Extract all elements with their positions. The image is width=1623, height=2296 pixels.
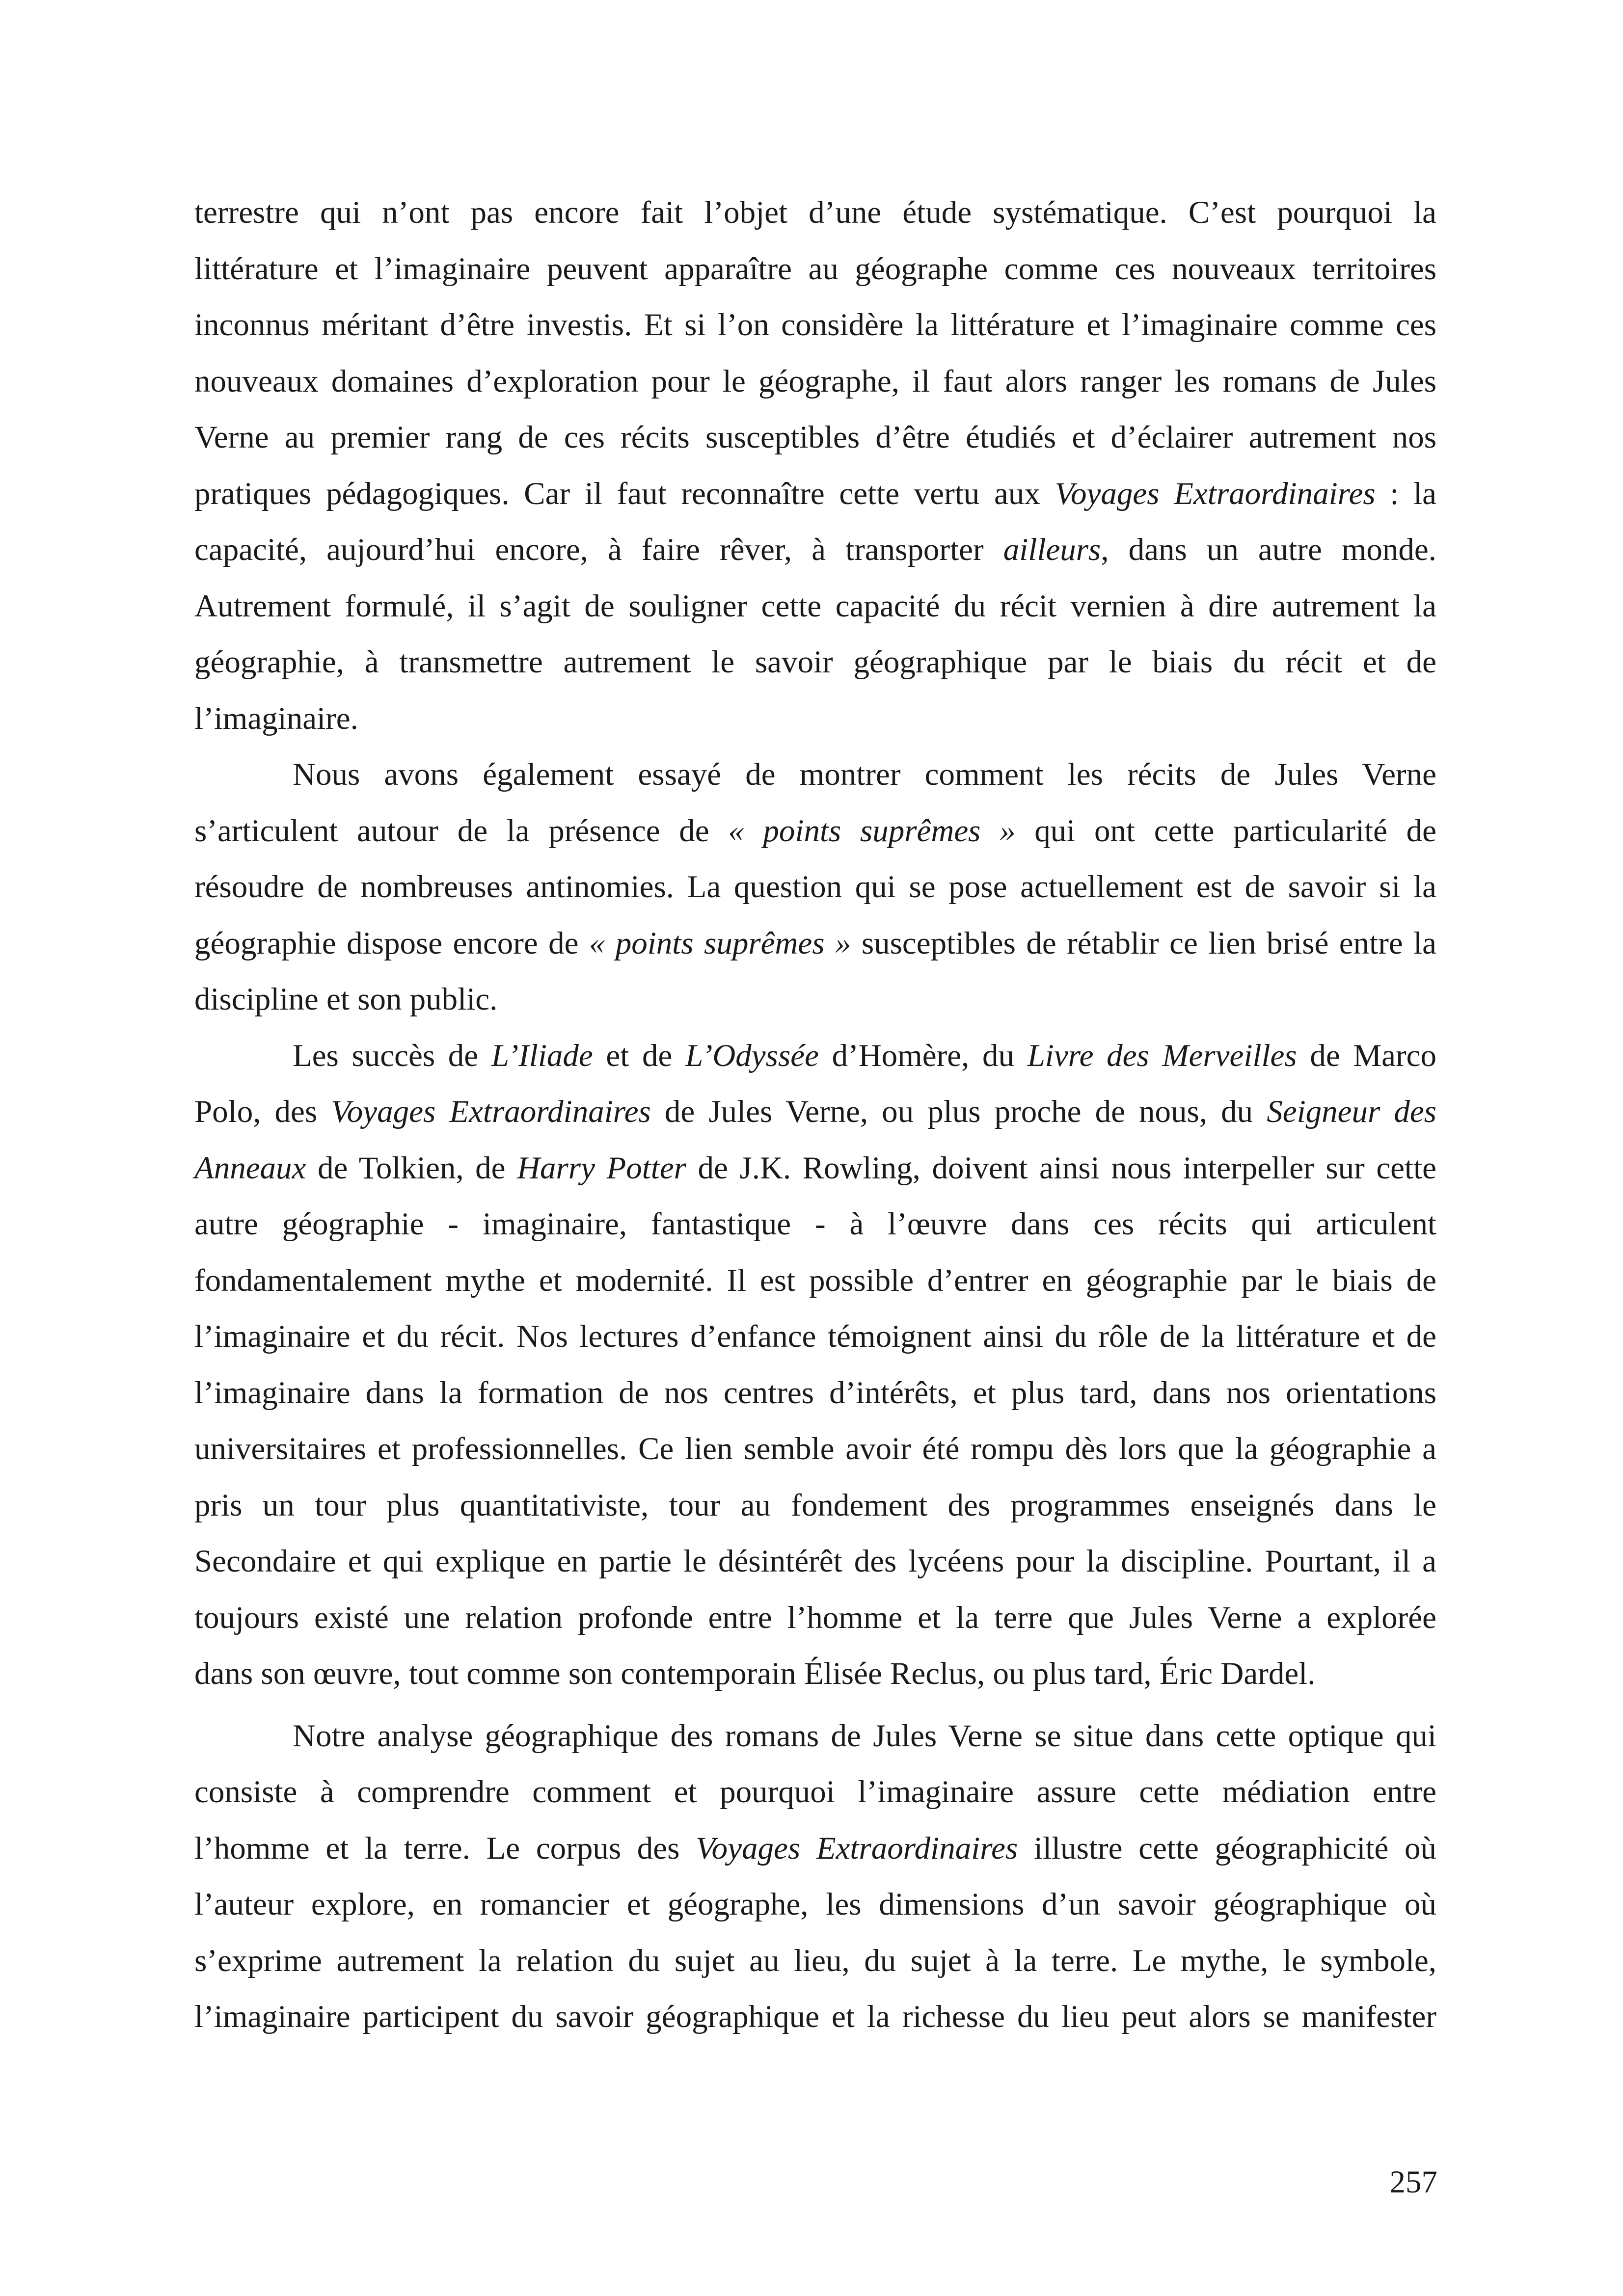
text-segment: discipline et son public.	[194, 982, 498, 1017]
text-segment: de Marco	[1297, 1038, 1436, 1073]
text-segment: qui ont cette particularité de	[1015, 813, 1436, 849]
italic-text: Seigneur des	[1267, 1094, 1437, 1129]
text-line	[194, 915, 1436, 972]
text-line	[194, 578, 1436, 635]
text-segment: Autrement formulé, il s’agit de souligner cette capacité du récit vernien à dire autrement la	[194, 588, 1436, 624]
text-segment: s’articulent autour de la présence de	[194, 813, 729, 849]
italic-text: Anneaux	[194, 1150, 306, 1186]
italic-text: Harry Potter	[517, 1150, 686, 1186]
text-line	[194, 1140, 1436, 1197]
text-segment: Secondaire et qui explique en partie le désintérêt des lycéens pour la discipline. Pourtant, il a	[194, 1544, 1436, 1579]
text-segment: toujours existé une relation profonde entre l’homme et la terre que Jules Verne a explorée	[194, 1600, 1436, 1635]
text-segment: de Jules Verne, ou plus proche de nous, du	[650, 1094, 1267, 1129]
text-line	[194, 971, 1436, 1028]
italic-text: L’Odyssée	[685, 1038, 819, 1073]
text-line	[194, 1365, 1436, 1421]
text-segment: Polo, des	[194, 1094, 331, 1129]
text-segment: Notre analyse géographique des romans de Jules Verne se situe dans cette optique qui	[293, 1718, 1436, 1754]
italic-text: L’Iliade	[491, 1038, 593, 1073]
text-segment: d’Homère, du	[818, 1038, 1028, 1073]
text-segment: l’homme et la terre. Le corpus des	[194, 1830, 696, 1866]
paragraph	[194, 1708, 1436, 2045]
text-segment: fondamentalement mythe et modernité. Il est possible d’entrer en géographie par le biais de	[194, 1262, 1436, 1298]
paragraph	[194, 747, 1436, 1028]
italic-text: « points suprêmes »	[728, 813, 1016, 849]
text-line	[194, 1820, 1436, 1877]
text-segment: l’imaginaire participent du savoir géographique et la richesse du lieu peut alors se manifester	[194, 1999, 1436, 2034]
page-body	[194, 185, 1436, 2045]
text-line	[194, 1764, 1436, 1820]
text-segment: susceptibles de rétablir ce lien brisé entre la	[851, 925, 1436, 961]
text-line	[194, 1708, 1436, 1764]
text-line	[194, 1477, 1436, 1534]
text-segment: terrestre qui n’ont pas encore fait l’objet d’une étude systématique. C’est pourquoi la	[194, 195, 1436, 230]
text-segment: Nous avons également essayé de montrer comment les récits de Jules Verne	[293, 757, 1436, 792]
text-line	[194, 1989, 1436, 2045]
text-segment: consiste à comprendre comment et pourquoi l’imaginaire assure cette médiation entre	[194, 1774, 1436, 1810]
text-segment: Verne au premier rang de ces récits susceptibles d’être étudiés et d’éclairer autrement nos	[194, 420, 1436, 455]
text-segment: géographie dispose encore de	[194, 925, 589, 961]
text-line	[194, 353, 1436, 410]
text-segment: universitaires et professionnelles. Ce lien semble avoir été rompu dès lors que la géographie a	[194, 1431, 1436, 1467]
text-segment: pratiques pédagogiques. Car il faut reconnaître cette vertu aux	[194, 476, 1055, 511]
text-segment: capacité, aujourd’hui encore, à faire rêver, à transporter	[194, 532, 1003, 567]
italic-text: ailleurs	[1003, 532, 1101, 567]
text-line	[194, 241, 1436, 297]
text-segment: l’imaginaire.	[194, 700, 358, 736]
text-segment: résoudre de nombreuses antinomies. La question qui se pose actuellement est de savoir si la	[194, 869, 1436, 905]
italic-text: Voyages Extraordinaires	[1055, 476, 1376, 511]
italic-text: Livre des Merveilles	[1027, 1038, 1297, 1073]
text-segment: de Tolkien, de	[306, 1150, 517, 1186]
text-line	[194, 1028, 1436, 1084]
paragraph	[194, 185, 1436, 747]
text-line	[194, 522, 1436, 578]
italic-text: Voyages Extraordinaires	[331, 1094, 651, 1129]
text-line	[194, 1590, 1436, 1646]
text-segment: Les succès de	[293, 1038, 491, 1073]
text-line	[194, 634, 1436, 691]
text-segment: : la	[1375, 476, 1437, 511]
text-line	[194, 1196, 1436, 1253]
text-segment: nouveaux domaines d’exploration pour le géographe, il faut alors ranger les romans de Jules	[194, 363, 1436, 399]
text-segment: , dans un autre monde.	[1101, 532, 1437, 567]
text-line	[194, 297, 1436, 353]
text-segment: illustre cette géographicité où	[1018, 1830, 1436, 1866]
text-segment: l’imaginaire dans la formation de nos centres d’intérêts, et plus tard, dans nos orientations	[194, 1375, 1436, 1411]
text-line	[194, 1876, 1436, 1933]
text-line	[194, 1533, 1436, 1590]
text-segment: dans son œuvre, tout comme son contemporain Élisée Reclus, ou plus tard, Éric Dardel.	[194, 1656, 1316, 1691]
text-line	[194, 747, 1436, 803]
text-line	[194, 1253, 1436, 1309]
text-segment: et de	[593, 1038, 685, 1073]
text-segment: pris un tour plus quantitativiste, tour au fondement des programmes enseignés dans le	[194, 1487, 1436, 1523]
text-segment: de J.K. Rowling, doivent ainsi nous interpeller sur cette	[686, 1150, 1436, 1186]
text-line	[194, 1421, 1436, 1477]
text-segment: l’auteur explore, en romancier et géographe, les dimensions d’un savoir géographique où	[194, 1887, 1436, 1922]
italic-text: Voyages Extraordinaires	[696, 1830, 1018, 1866]
text-segment: littérature et l’imaginaire peuvent apparaître au géographe comme ces nouveaux territoires	[194, 251, 1436, 287]
text-line	[194, 803, 1436, 859]
text-segment: inconnus méritant d’être investis. Et si l’on considère la littérature et l’imaginaire comme ces	[194, 307, 1436, 343]
paragraph	[194, 1028, 1436, 1702]
page-number: 257	[1389, 2164, 1437, 2200]
text-line	[194, 466, 1436, 522]
text-segment: s’exprime autrement la relation du sujet au lieu, du sujet à la terre. Le mythe, le symbole,	[194, 1943, 1436, 1978]
text-segment: géographie, à transmettre autrement le savoir géographique par le biais du récit et de	[194, 644, 1436, 680]
text-line	[194, 1933, 1436, 1989]
text-line	[194, 409, 1436, 466]
text-line	[194, 859, 1436, 915]
text-line	[194, 1084, 1436, 1140]
text-segment: autre géographie - imaginaire, fantastique - à l’œuvre dans ces récits qui articulent	[194, 1206, 1436, 1242]
text-line	[194, 1308, 1436, 1365]
paragraph-gap	[194, 1702, 1436, 1708]
italic-text: « points suprêmes »	[589, 925, 851, 961]
text-line	[194, 185, 1436, 241]
text-segment: l’imaginaire et du récit. Nos lectures d’enfance témoignent ainsi du rôle de la littérature et de	[194, 1319, 1436, 1354]
text-line	[194, 1646, 1436, 1702]
text-line	[194, 691, 1436, 747]
